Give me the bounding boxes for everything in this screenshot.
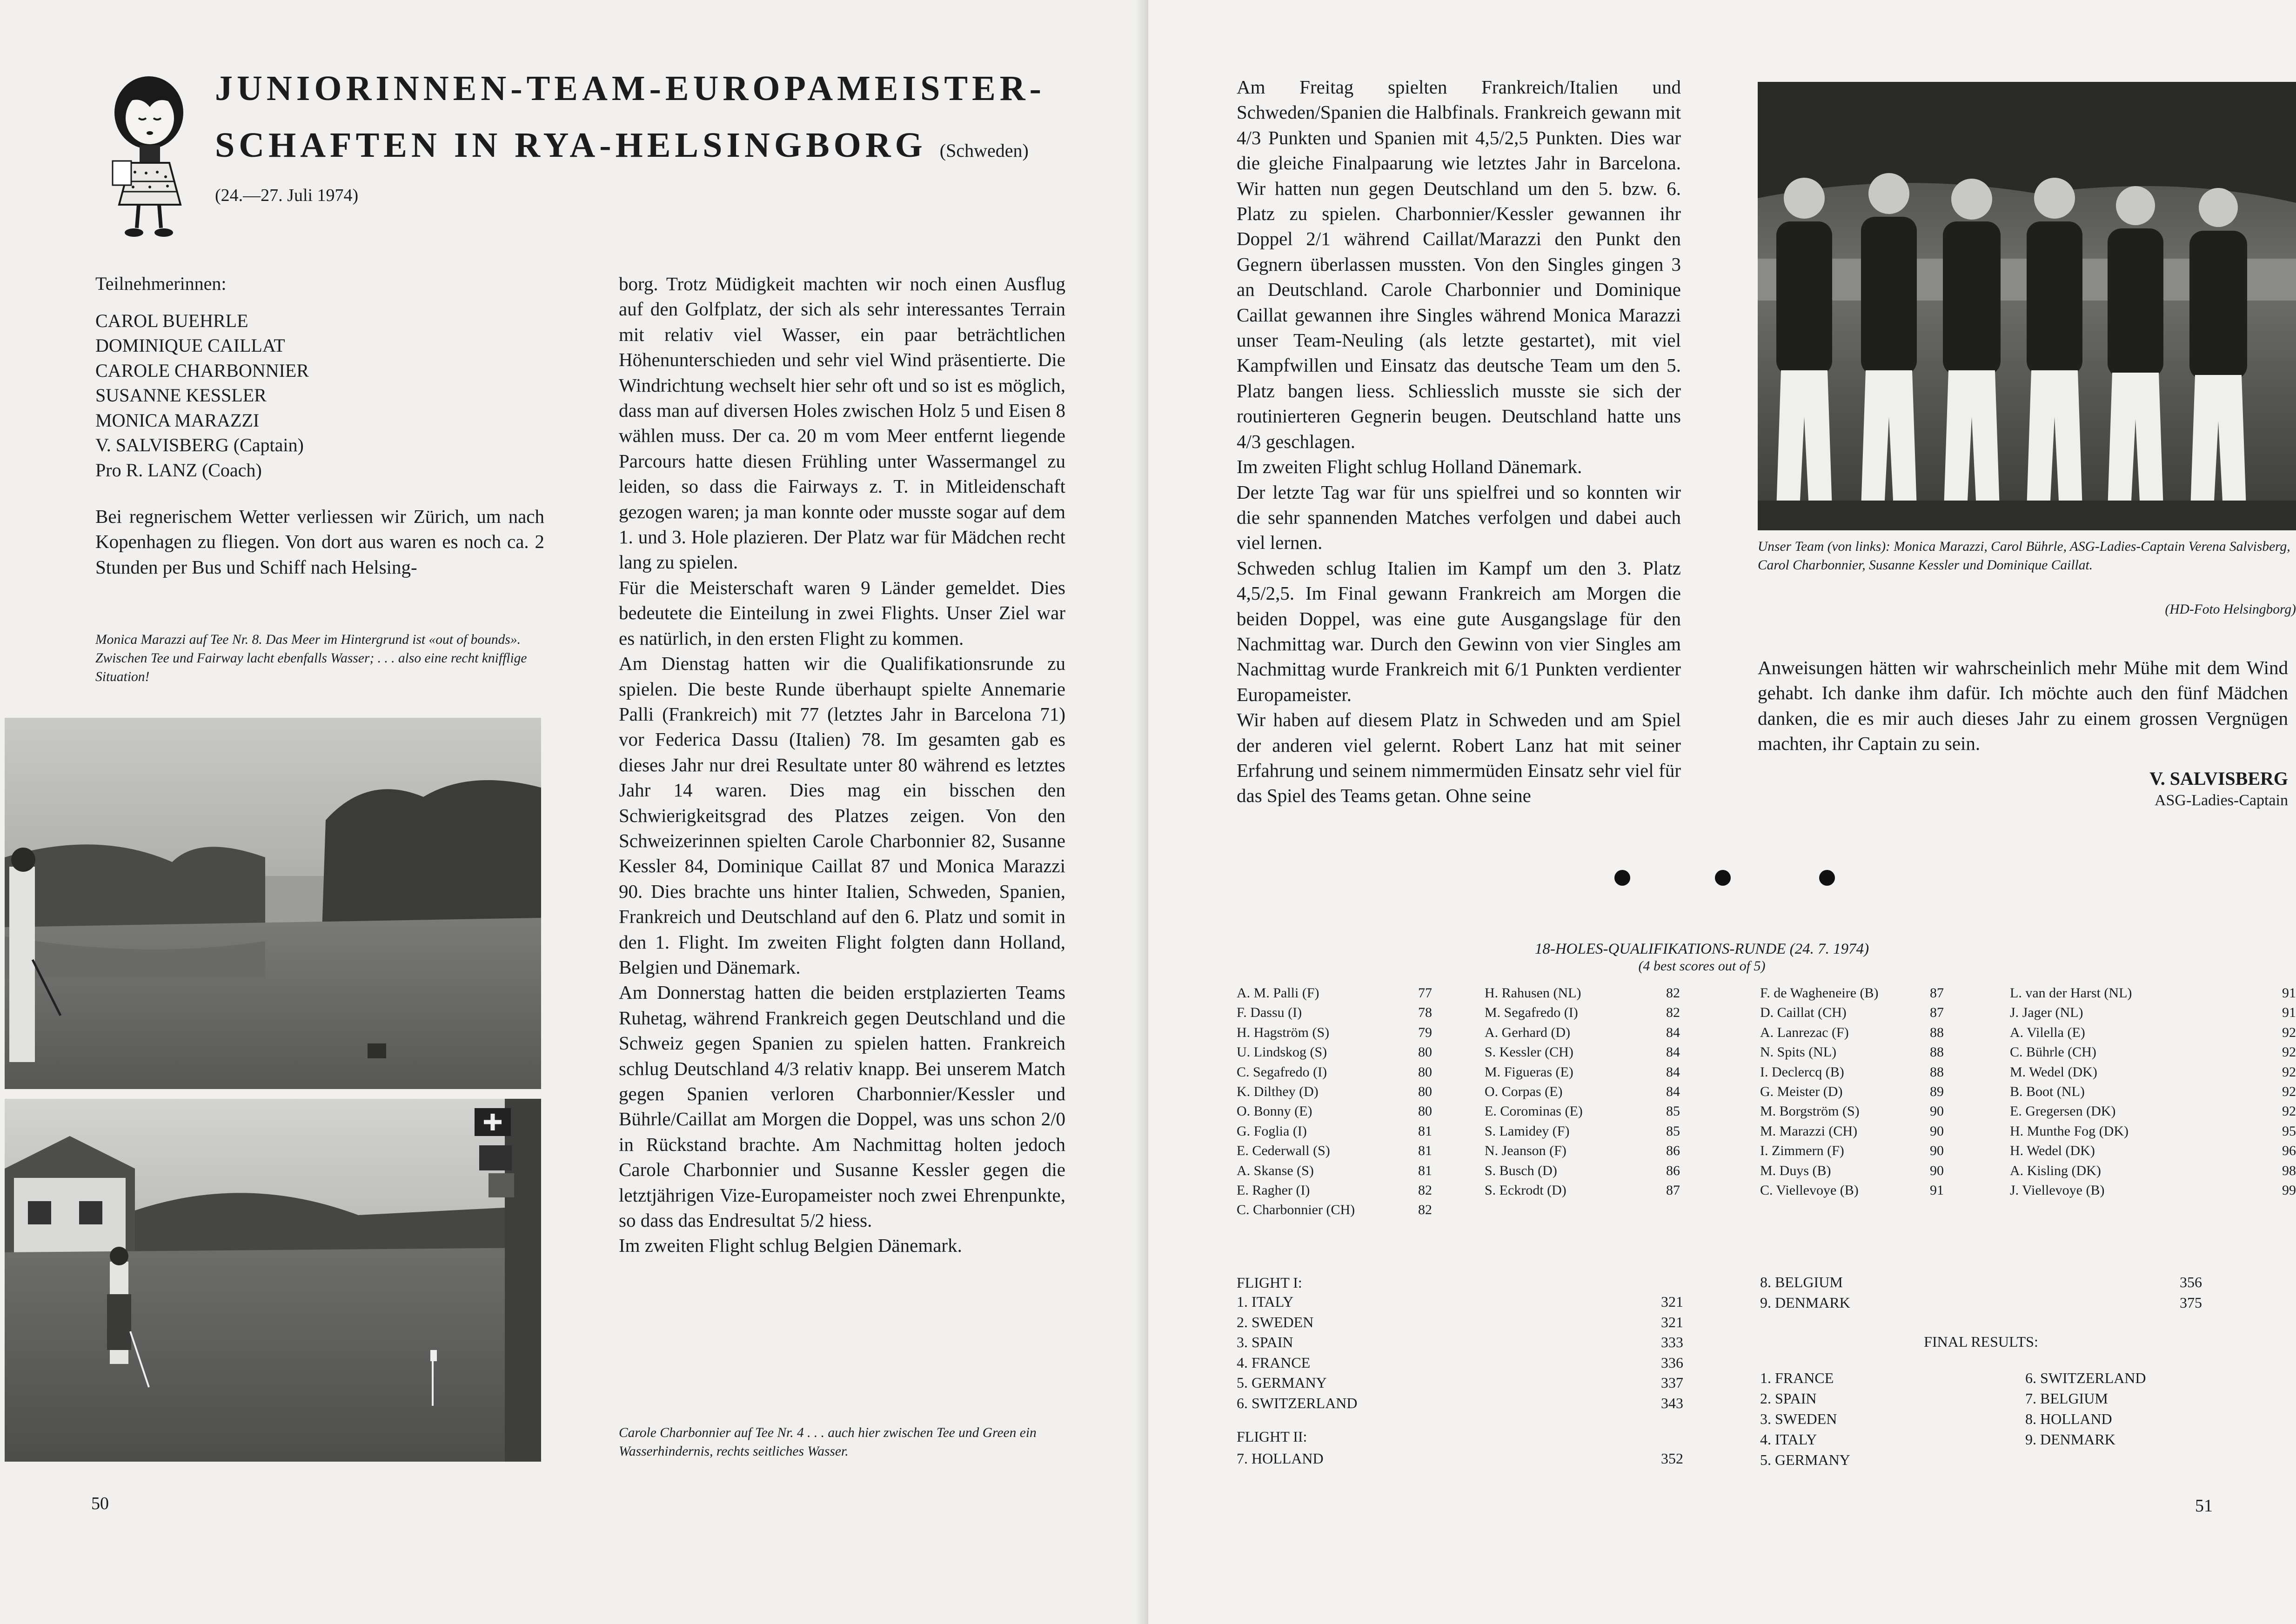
result-row xyxy=(1237,1043,1432,1062)
result-score: 91 xyxy=(2282,1005,2296,1021)
result-name: E. Gregersen (DK) xyxy=(2010,1103,2116,1119)
result-name: 6. SWITZERLAND xyxy=(1237,1394,1358,1411)
photo-tee-8 xyxy=(5,718,541,1089)
qualification-table-col3 xyxy=(1760,983,1944,1200)
result-row xyxy=(1760,1023,1944,1043)
result-score: 91 xyxy=(1930,1183,1944,1198)
result-name: M. Borgström (S) xyxy=(1760,1103,1860,1119)
qualification-title: 18-HOLES-QUALIFIKATIONS-RUNDE (24. 7. 1974) xyxy=(1534,941,1869,957)
result-name: M. Figueras (E) xyxy=(1485,1064,1573,1080)
photo1-caption: Monica Marazzi auf Tee Nr. 8. Das Meer im Hintergrund ist «out of bounds». Zwischen Tee und Fairway lacht ebenfalls Wasser; . . . also eine recht knifflige Situation! xyxy=(95,632,527,684)
result-score: 92 xyxy=(2282,1024,2296,1040)
result-row xyxy=(1485,1003,1680,1023)
result-row xyxy=(1237,1181,1432,1200)
result-row xyxy=(2010,1063,2296,1082)
qualification-table-col4 xyxy=(2010,983,2296,1200)
result-row xyxy=(2010,1082,2296,1102)
result-score: 84 xyxy=(1666,1084,1680,1100)
result-row xyxy=(1485,1161,1680,1181)
paragraph: Schweden schlug Italien im Kampf um den 3. Platz 4,5/2,5. Im Final gewann Frankreich am Morgen die beiden Doppel, was eine gute Ausgangslage für den Nachmittag war. Durch den Gewinn von vier Singles am Nachmittag wurde Frankreich mit 6/1 Punkten verdienter Europameister. xyxy=(1237,557,1681,705)
result-name: H. Wedel (DK) xyxy=(2010,1143,2095,1159)
final-result-entry: 5. GERMANY xyxy=(1760,1451,1850,1468)
result-name: H. Hagström (S) xyxy=(1237,1024,1330,1040)
result-score: 87 xyxy=(1666,1183,1680,1198)
event-dates: (24.—27. Juli 1974) xyxy=(215,186,359,205)
result-row xyxy=(1237,1292,1683,1312)
final-results-label: FINAL RESULTS: xyxy=(1924,1333,2038,1350)
result-score: 92 xyxy=(2282,1103,2296,1119)
result-name: D. Caillat (CH) xyxy=(1760,1005,1847,1021)
result-row xyxy=(2010,1122,2296,1141)
result-score: 99 xyxy=(2282,1183,2296,1198)
final-results-left xyxy=(1760,1368,1850,1470)
result-row xyxy=(1237,1161,1432,1181)
result-score: 90 xyxy=(1930,1143,1944,1159)
result-score: 82 xyxy=(1418,1183,1432,1198)
result-name: N. Spits (NL) xyxy=(1760,1044,1837,1060)
divider-dot xyxy=(1715,870,1731,886)
result-score: 343 xyxy=(1661,1394,1683,1411)
paragraph: Am Freitag spielten Frankreich/Italien und Schweden/Spanien die Halbfinals. Frankreich gewann mit 4/3 Punkten und Spanien mit 4,5/2,5 Punkten. Dies war die gleiche Finalpaarung wie letztes Jahr in Barcelona. Wir hatten nun gegen Deutschland um den 5. bzw. 6. Platz zu spielen. Charbonnier/Kessler gewannen ihr Doppel 2/1 während Caillat/Marazzi den Punkt den Gegnern überlassen mussten. Von den Singles gingen 3 an Deutschland. Carole Charbonnier und Dominique Caillat gewannen ihre Singles während Monica Marazzi unser Team-Neuling (als letzte gestartet), mit viel Kampfwillen und Einsatz das deutsche Team um den 5. Platz bangen liess. Schliesslich musste sie sich der routinierteren Gegnerin beugen. Deutschland hatte uns 4/3 geschlagen. xyxy=(1237,76,1681,452)
result-name: G. Meister (D) xyxy=(1760,1084,1843,1100)
result-score: 80 xyxy=(1418,1103,1432,1119)
result-score: 92 xyxy=(2282,1064,2296,1080)
result-row xyxy=(2010,1141,2296,1161)
article-title-line2 xyxy=(215,122,1029,174)
result-name: M. Segafredo (I) xyxy=(1485,1005,1578,1021)
result-row xyxy=(1237,1082,1432,1102)
result-name: U. Lindskog (S) xyxy=(1237,1044,1327,1060)
final-result-entry: 9. DENMARK xyxy=(2025,1431,2115,1448)
result-score: 337 xyxy=(1661,1374,1683,1391)
closing-paragraph: Anweisungen hätten wir wahrscheinlich mehr Mühe mit dem Wind gehabt. Ich danke ihm dafür. Ich möchte auch den fünf Mädchen danken, die es mir auch dieses Jahr zu einem grossen Vergnügen machten, ihr Captain zu sein. xyxy=(1758,657,2288,755)
result-score: 80 xyxy=(1418,1084,1432,1100)
result-row xyxy=(1760,983,1944,1003)
flight2-label: FLIGHT II: xyxy=(1237,1428,1307,1445)
signature-role: ASG-Ladies-Captain xyxy=(2154,792,2288,809)
result-score: 352 xyxy=(1661,1450,1683,1467)
paragraph: Im zweiten Flight schlug Holland Dänemark. xyxy=(1237,456,1582,478)
participant-name: DOMINIQUE CAILLAT xyxy=(95,335,285,356)
participant-name: Pro R. LANZ (Coach) xyxy=(95,459,262,481)
result-score: 90 xyxy=(1930,1163,1944,1178)
intro-paragraph: Bei regnerischem Wetter verliessen wir Zürich, um nach Kopenhagen zu fliegen. Von dort aus waren es noch ca. 2 Stunden per Bus und Schiff nach Helsing- xyxy=(95,506,544,578)
result-row xyxy=(1237,1393,1683,1414)
result-name: A. Skanse (S) xyxy=(1237,1163,1314,1178)
result-row xyxy=(1485,1181,1680,1200)
result-row xyxy=(1237,1332,1683,1353)
photo-tee-4 xyxy=(5,1099,541,1462)
article-title-country: (Schweden) xyxy=(939,140,1029,161)
result-name: K. Dilthey (D) xyxy=(1237,1084,1319,1100)
result-score: 82 xyxy=(1418,1202,1432,1218)
result-score: 356 xyxy=(2180,1274,2202,1290)
result-row xyxy=(1237,1023,1432,1043)
paragraph: Am Dienstag hatten wir die Qualifikationsrunde zu spielen. Die beste Runde überhaupt spielte Annemarie Palli (Frankreich) mit 77 (letztes Jahr in Barcelona 71) vor Federica Dassu (Italien) 78. Im gesamten gab es dieses Jahr nur drei Resultate unter 80 während es letztes Jahr 14 waren. Dies mag ein bisschen den Schwierigkeitsgrad des Platzes zeigen. Von den Schweizerinnen spielten Carole Charbonnier 82, Susanne Kessler 84, Dominique Caillat 87 und Monica Marazzi 90. Dies brachte uns hinter Italien, Schweden, Spanien, Frankreich und Deutschland auf den 6. Platz und somit in den 1. Flight. Im zweiten Flight folgten dann Holland, Belgien und Dänemark. xyxy=(619,653,1065,978)
result-row xyxy=(1485,1122,1680,1141)
final-result-entry: 8. HOLLAND xyxy=(2025,1410,2112,1427)
result-row xyxy=(1760,1082,1944,1102)
result-score: 90 xyxy=(1930,1123,1944,1139)
result-score: 86 xyxy=(1666,1163,1680,1178)
result-row xyxy=(1237,983,1432,1003)
photo2-caption: Carole Charbonnier auf Tee Nr. 4 . . . auch hier zwischen Tee und Green ein Wasserhindernis, rechts seitliches Wasser. xyxy=(619,1425,1037,1459)
result-score: 87 xyxy=(1930,1005,1944,1021)
team-photo-caption: Unser Team (von links): Monica Marazzi, Carol Bührle, ASG-Ladies-Captain Verena Salvisberg, Carol Charbonnier, Susanne Kessler und Dominique Caillat. xyxy=(1758,539,2290,573)
result-row xyxy=(1485,1063,1680,1082)
paragraph: Der letzte Tag war für uns spielfrei und so konnten wir die sehr spannenden Matches verfolgen und dabei auch viel lernen. xyxy=(1237,481,1681,554)
participant-name: SUSANNE KESSLER xyxy=(95,385,267,406)
result-score: 81 xyxy=(1418,1163,1432,1178)
result-row xyxy=(1760,1063,1944,1082)
result-score: 85 xyxy=(1666,1103,1680,1119)
result-name: L. van der Harst (NL) xyxy=(2010,985,2132,1001)
result-row xyxy=(1485,1141,1680,1161)
result-name: C. Segafredo (I) xyxy=(1237,1064,1327,1080)
result-row xyxy=(1760,1003,1944,1023)
final-result-entry: 7. BELGIUM xyxy=(2025,1390,2108,1407)
final-results-right xyxy=(2025,1368,2146,1450)
paragraph: Im zweiten Flight schlug Belgien Dänemark. xyxy=(619,1235,962,1256)
page-51 xyxy=(1148,0,2296,1624)
article-column-middle xyxy=(619,271,1065,1258)
divider-dot xyxy=(1819,870,1835,886)
paragraph: Für die Meisterschaft waren 9 Länder gemeldet. Dies bedeutete die Einteilung in zwei Flights. Unser Ziel war es natürlich, in den ersten Flight zu kommen. xyxy=(619,576,1065,649)
result-row xyxy=(2010,1003,2296,1023)
result-row xyxy=(2010,1043,2296,1062)
result-score: 321 xyxy=(1661,1293,1683,1310)
result-name: E. Cederwall (S) xyxy=(1237,1143,1330,1159)
result-score: 82 xyxy=(1666,1005,1680,1021)
result-score: 88 xyxy=(1930,1044,1944,1060)
result-score: 79 xyxy=(1418,1024,1432,1040)
result-name: S. Lamidey (F) xyxy=(1485,1123,1570,1139)
result-name: N. Jeanson (F) xyxy=(1485,1143,1566,1159)
result-name: 4. FRANCE xyxy=(1237,1354,1311,1371)
result-score: 80 xyxy=(1418,1064,1432,1080)
page-number-right: 51 xyxy=(2195,1496,2213,1516)
result-row xyxy=(1760,1161,1944,1181)
result-row xyxy=(2010,1102,2296,1121)
result-row xyxy=(1485,1082,1680,1102)
result-row xyxy=(1485,1023,1680,1043)
result-row xyxy=(1237,1312,1683,1333)
result-name: F. Dassu (I) xyxy=(1237,1005,1302,1021)
cartoon-girl-illustration xyxy=(98,70,200,247)
result-name: 7. HOLLAND xyxy=(1237,1450,1324,1467)
final-result-entry: 1. FRANCE xyxy=(1760,1370,1834,1386)
result-name: A. Kisling (DK) xyxy=(2010,1163,2101,1178)
result-row xyxy=(1237,1373,1683,1393)
photo-tee-8-image xyxy=(5,718,541,1089)
result-score: 321 xyxy=(1661,1313,1683,1330)
result-score: 84 xyxy=(1666,1024,1680,1040)
result-row xyxy=(1237,1102,1432,1121)
result-name: S. Kessler (CH) xyxy=(1485,1044,1573,1060)
final-result-entry: 2. SPAIN xyxy=(1760,1390,1817,1407)
result-score: 92 xyxy=(2282,1044,2296,1060)
result-row xyxy=(1760,1272,2202,1293)
result-score: 88 xyxy=(1930,1064,1944,1080)
result-score: 78 xyxy=(1418,1005,1432,1021)
paragraph: Am Donnerstag hatten die beiden erstplazierten Teams Ruhetag, während Frankreich gegen Deutschland und die Schweiz gegen Spanien zu spielen hatten. Frankreich schlug Deutschland 4/3 relativ knapp. Bei unserem Match gegen Spanien verloren Charbonnier/Kessler und Bührle/Caillat am Morgen die Doppel, was uns schon 2/0 in Rückstand brachte. Am Nachmittag holten jedoch Carole Charbonnier und Susanne Kessler gegen die letztjährigen Vize-Europameister noch zwei Ehrenpunkte, so dass das Endresultat 5/2 hiess. xyxy=(619,982,1065,1231)
article-title-line1: JUNIORINNEN-TEAM-EUROPAMEISTER- xyxy=(215,69,1045,108)
result-score: 333 xyxy=(1661,1334,1683,1350)
qualification-subtitle: (4 best scores out of 5) xyxy=(1638,958,1766,974)
result-name: A. M. Palli (F) xyxy=(1237,985,1319,1001)
signature-name: V. SALVISBERG xyxy=(2149,768,2288,789)
result-score: 80 xyxy=(1418,1044,1432,1060)
flight2-table-part2 xyxy=(1760,1272,2202,1313)
result-name: B. Boot (NL) xyxy=(2010,1084,2085,1100)
result-name: G. Foglia (I) xyxy=(1237,1123,1307,1139)
participant-name: CAROL BUEHRLE xyxy=(95,310,248,331)
result-row xyxy=(2010,1161,2296,1181)
result-score: 85 xyxy=(1666,1123,1680,1139)
result-row xyxy=(1485,1043,1680,1062)
result-row xyxy=(2010,1181,2296,1200)
final-result-entry: 3. SWEDEN xyxy=(1760,1410,1837,1427)
result-name: A. Vilella (E) xyxy=(2010,1024,2085,1040)
result-name: C. Charbonnier (CH) xyxy=(1237,1202,1355,1218)
result-name: M. Marazzi (CH) xyxy=(1760,1123,1858,1139)
result-name: 3. SPAIN xyxy=(1237,1334,1293,1350)
article-column-right xyxy=(1237,74,1681,809)
result-score: 92 xyxy=(2282,1084,2296,1100)
flight1-label: FLIGHT I: xyxy=(1237,1274,1302,1291)
result-name: F. de Wagheneire (B) xyxy=(1760,985,1879,1001)
participant-name: MONICA MARAZZI xyxy=(95,409,260,431)
result-score: 98 xyxy=(2282,1163,2296,1178)
result-name: I. Declercq (B) xyxy=(1760,1064,1844,1080)
final-result-entry: 6. SWITZERLAND xyxy=(2025,1370,2146,1386)
result-name: M. Duys (B) xyxy=(1760,1163,1831,1178)
result-row xyxy=(1237,1003,1432,1023)
result-name: C. Bührle (CH) xyxy=(2010,1044,2096,1060)
result-score: 91 xyxy=(2282,985,2296,1001)
result-score: 84 xyxy=(1666,1044,1680,1060)
result-row xyxy=(1237,1141,1432,1161)
team-photo-image xyxy=(1758,82,2296,530)
participants-heading: Teilnehmerinnen: xyxy=(95,273,227,294)
paragraph: borg. Trotz Müdigkeit machten wir noch einen Ausflug auf den Golfplatz, der sich als sehr interessantes Terrain mit relativ viel Wasser, ein paar beträchtlichen Höhenunterschieden und sehr viel Wind präsentierte. Die Windrichtung wechselt hier sehr oft und so ist es möglich, dass man auf diversen Holes zwischen Holz 5 und Eisen 8 wählen muss. Der ca. 20 m vom Meer entfernt liegende Parcours hatte diesen Frühling unter Wassermangel zu leiden, so dass die Fairways z. T. in Mitleidenschaft gezogen waren; ja man konnte oder musste sogar auf dem 1. und 3. Hole plazieren. Der Platz war für Mädchen recht lang zu spielen. xyxy=(619,273,1065,573)
result-name: C. Viellevoye (B) xyxy=(1760,1183,1859,1198)
qualification-table-col1 xyxy=(1237,983,1432,1220)
result-score: 336 xyxy=(1661,1354,1683,1371)
result-row xyxy=(1760,1293,2202,1313)
result-row xyxy=(1485,1102,1680,1121)
result-row xyxy=(1237,1353,1683,1373)
result-row xyxy=(1760,1141,1944,1161)
result-name: H. Munthe Fog (DK) xyxy=(2010,1123,2129,1139)
result-row xyxy=(1237,1449,1683,1469)
result-row xyxy=(1760,1181,1944,1200)
result-row xyxy=(1237,1063,1432,1082)
result-score: 96 xyxy=(2282,1143,2296,1159)
result-score: 81 xyxy=(1418,1123,1432,1139)
result-name: A. Gerhard (D) xyxy=(1485,1024,1571,1040)
final-result-entry: 4. ITALY xyxy=(1760,1431,1817,1448)
result-row xyxy=(2010,1023,2296,1043)
result-score: 95 xyxy=(2282,1123,2296,1139)
result-name: 1. ITALY xyxy=(1237,1293,1294,1310)
result-name: O. Corpas (E) xyxy=(1485,1084,1563,1100)
result-row xyxy=(1237,1122,1432,1141)
result-row xyxy=(1760,1043,1944,1062)
result-row xyxy=(1485,983,1680,1003)
qualification-table-col2 xyxy=(1485,983,1680,1200)
result-name: O. Bonny (E) xyxy=(1237,1103,1312,1119)
page-number-left: 50 xyxy=(91,1494,109,1513)
team-photo-credit: (HD-Foto Helsingborg) xyxy=(2165,602,2296,617)
divider-dot xyxy=(1614,870,1630,886)
result-name: 8. BELGIUM xyxy=(1760,1274,1843,1290)
result-name: E. Corominas (E) xyxy=(1485,1103,1583,1119)
result-name: J. Jager (NL) xyxy=(2010,1005,2083,1021)
flight1-table xyxy=(1237,1292,1683,1413)
result-score: 86 xyxy=(1666,1143,1680,1159)
result-score: 88 xyxy=(1930,1024,1944,1040)
result-row xyxy=(1760,1122,1944,1141)
result-name: M. Wedel (DK) xyxy=(2010,1064,2097,1080)
article-title-place: SCHAFTEN IN RYA-HELSINGBORG xyxy=(215,126,927,165)
participants-block xyxy=(95,271,561,482)
result-name: J. Viellevoye (B) xyxy=(2010,1183,2105,1198)
result-name: S. Busch (D) xyxy=(1485,1163,1557,1178)
result-score: 375 xyxy=(2180,1294,2202,1311)
result-row xyxy=(1237,1200,1432,1220)
result-name: H. Rahusen (NL) xyxy=(1485,985,1581,1001)
result-score: 82 xyxy=(1666,985,1680,1001)
photo-tee-4-image xyxy=(5,1099,541,1462)
result-name: S. Eckrodt (D) xyxy=(1485,1183,1566,1198)
result-score: 90 xyxy=(1930,1103,1944,1119)
result-name: 9. DENMARK xyxy=(1760,1294,1850,1311)
result-row xyxy=(1760,1102,1944,1121)
participant-name: V. SALVISBERG (Captain) xyxy=(95,434,304,455)
result-score: 89 xyxy=(1930,1084,1944,1100)
result-name: 2. SWEDEN xyxy=(1237,1313,1314,1330)
paragraph: Wir haben auf diesem Platz in Schweden und am Spiel der anderen viel gelernt. Robert Lanz hat mit seiner Erfahrung und seinem nimmermüden Einsatz sehr viel für das Spiel des Teams getan. Ohne seine xyxy=(1237,709,1681,807)
result-score: 84 xyxy=(1666,1064,1680,1080)
result-score: 77 xyxy=(1418,985,1432,1001)
result-name: E. Ragher (I) xyxy=(1237,1183,1310,1198)
result-score: 87 xyxy=(1930,985,1944,1001)
result-row xyxy=(2010,983,2296,1003)
result-name: A. Lanrezac (F) xyxy=(1760,1024,1849,1040)
participant-name: CAROLE CHARBONNIER xyxy=(95,360,309,381)
result-name: I. Zimmern (F) xyxy=(1760,1143,1844,1159)
result-score: 81 xyxy=(1418,1143,1432,1159)
team-photo xyxy=(1758,82,2296,530)
result-name: 5. GERMANY xyxy=(1237,1374,1327,1391)
flight2-table-part1 xyxy=(1237,1449,1683,1469)
